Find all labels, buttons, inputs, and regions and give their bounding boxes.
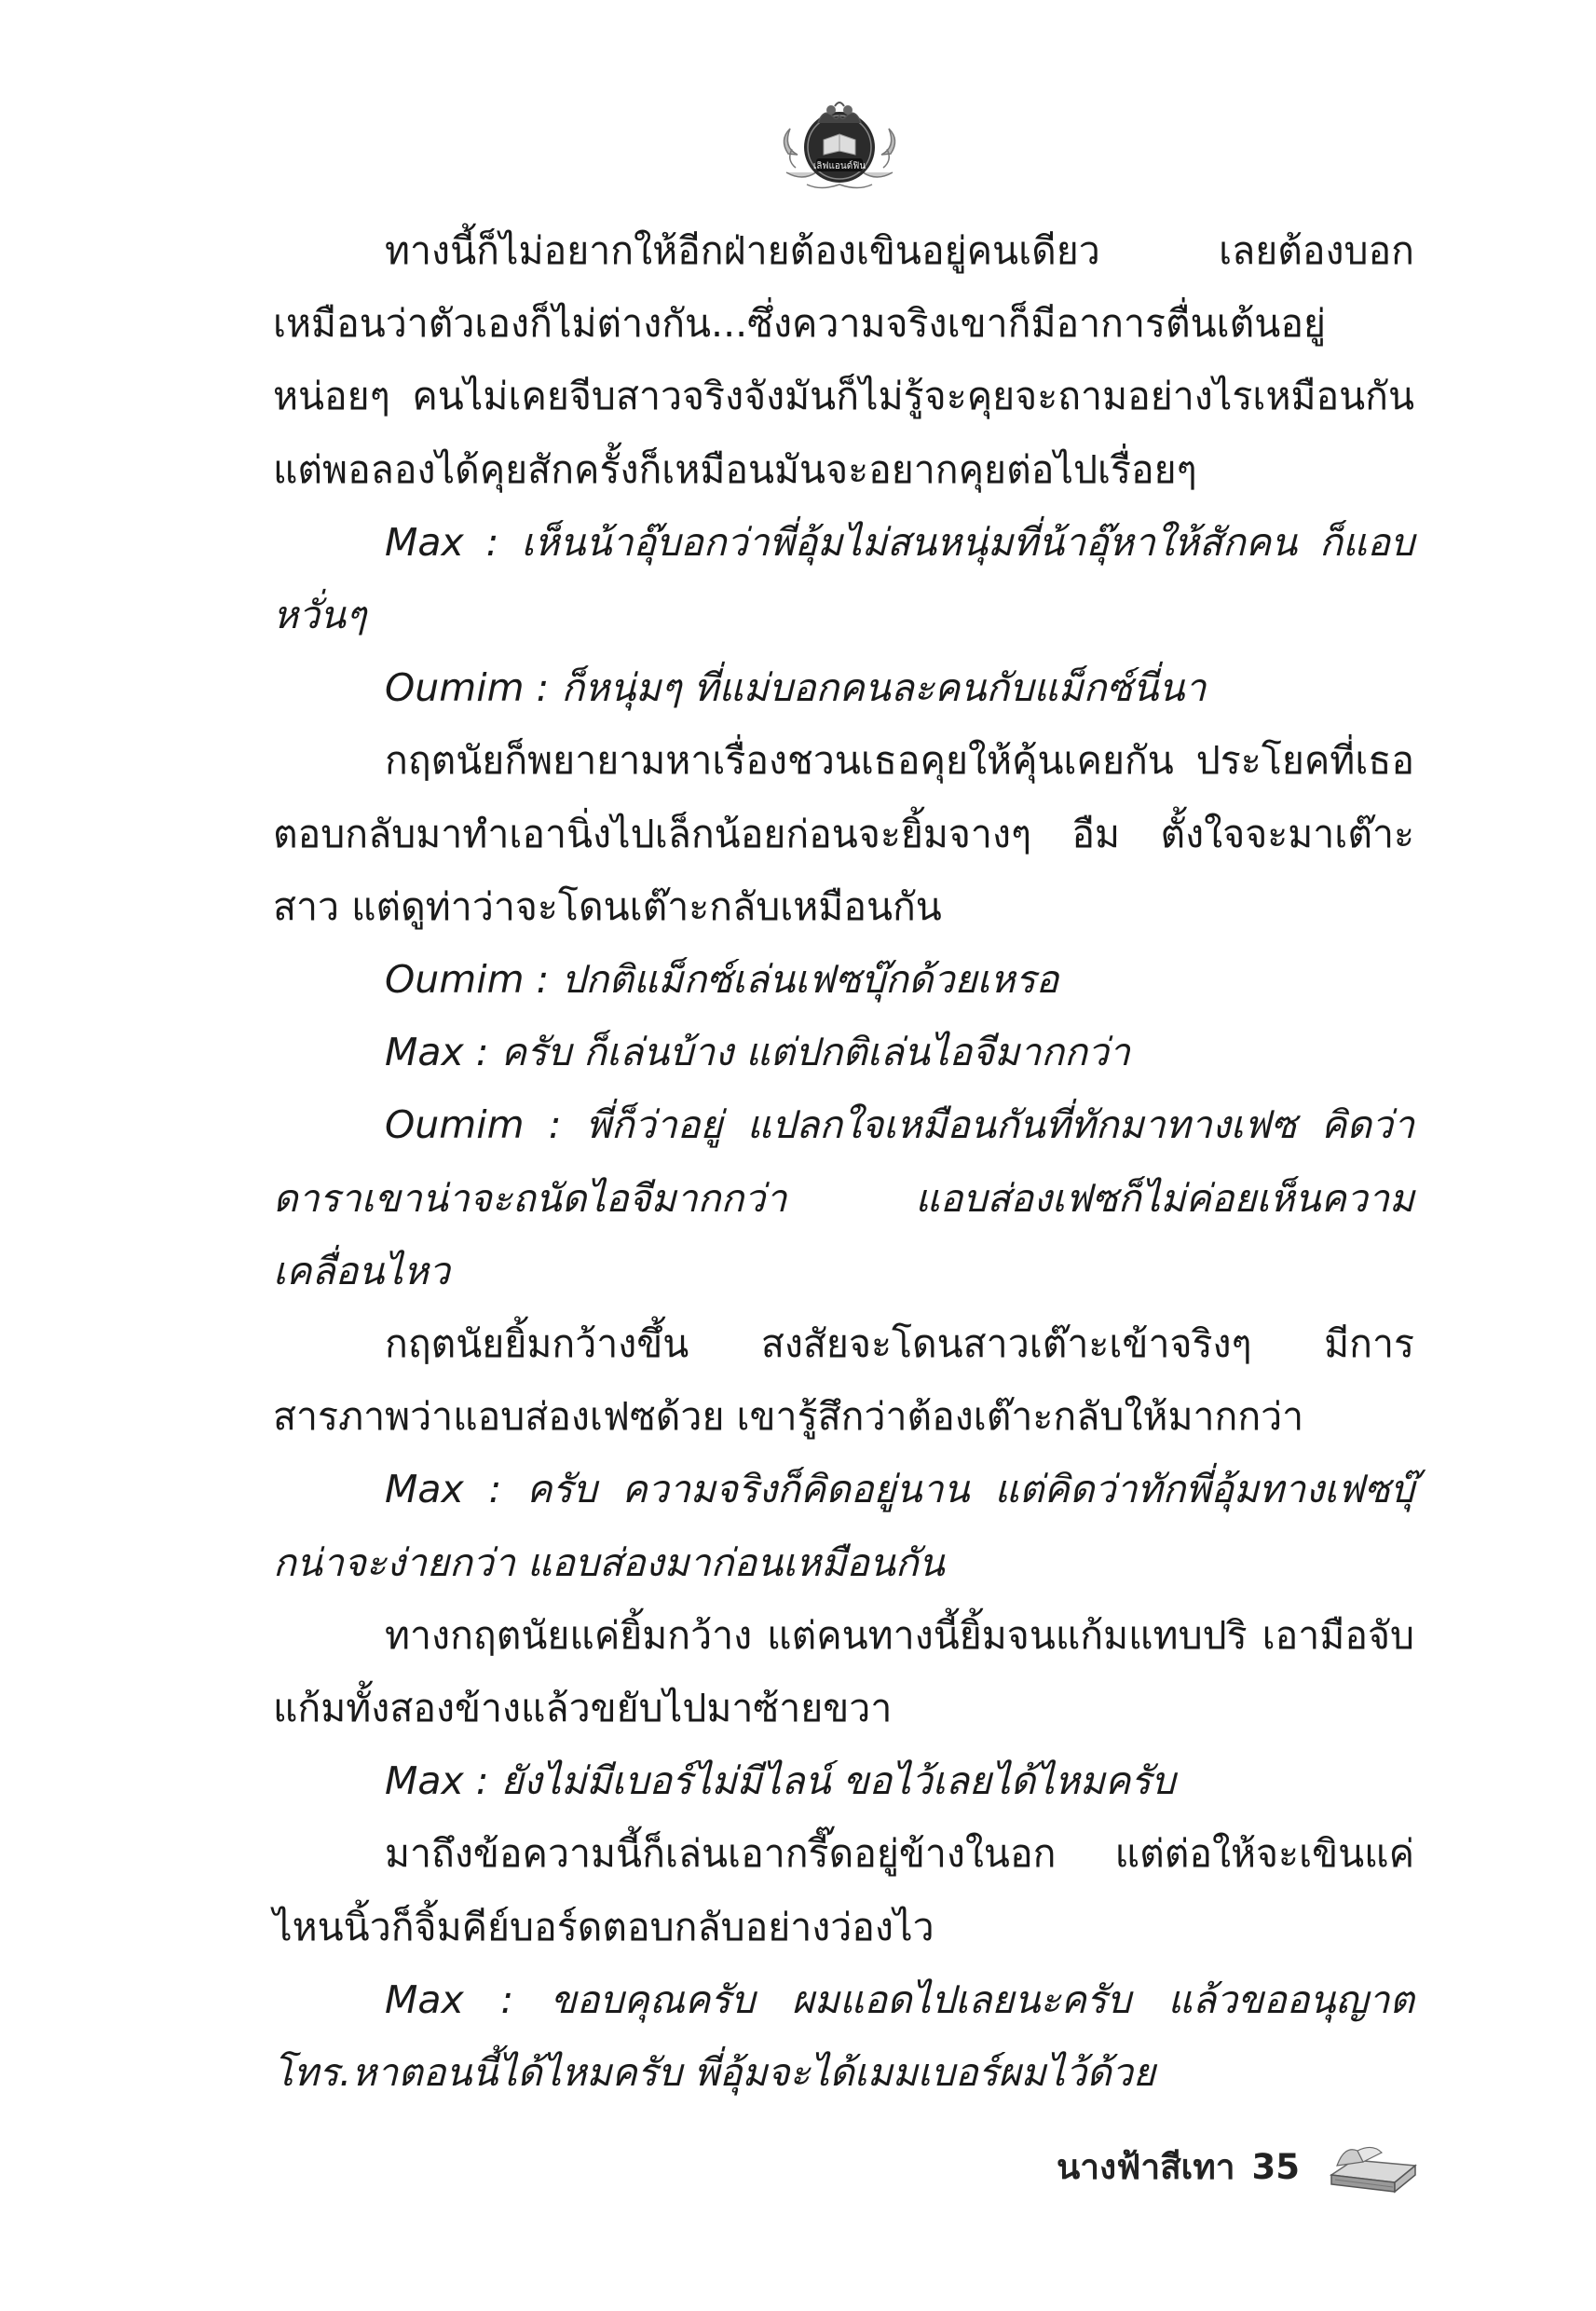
running-title: นางฟ้าสีเทา [1056, 2146, 1235, 2187]
publisher-emblem-icon [770, 65, 909, 205]
chat-message-paragraph: Max : ครับ ก็เล่นบ้าง แต่ปกติเล่นไอจีมากกว่า [385, 1030, 1130, 1075]
narrative-paragraph: มาถึงข้อความนี้ก็เล่นเอากรี๊ดอยู่ข้างในอก แต่ต่อให้จะเขินแค่ไหนนิ้วก็จิ้มคีย์บอร์ดตอบกลับอย่างว่องไว [273, 1831, 1414, 1949]
chapter-body [273, 214, 1414, 2109]
chat-message-paragraph: Oumim : ก็หนุ่มๆ ที่แม่บอกคนละคนกับแม็กซ์นี่นา [385, 665, 1207, 711]
narrative-paragraph: กฤตนัยก็พยายามหาเรื่องชวนเธอคุยให้คุ้นเคยกัน ประโยคที่เธอตอบกลับมาทำเอานิ่งไปเล็กน้อยก่อนจะยิ้มจางๆ อืม ตั้งใจจะมาเต๊าะสาว แต่ดูท่าว่าจะโดนเต๊าะกลับเหมือนกัน [273, 738, 1414, 929]
chat-message-paragraph: Max : ยังไม่มีเบอร์ไม่มีไลน์ ขอไว้เลยได้ไหมครับ [385, 1758, 1176, 1804]
page-number: 35 [1251, 2146, 1300, 2187]
chat-message-paragraph: Max : ครับ ความจริงก็คิดอยู่นาน แต่คิดว่าทักพี่อุ้มทางเฟซบุ๊กน่าจะง่ายกว่า แอบส่องมาก่อนเหมือนกัน [273, 1467, 1414, 1585]
chat-message-paragraph: Max : เห็นน้าอุ๊บอกว่าพี่อุ้มไม่สนหนุ่มที่น้าอุ๊หาให้สักคน ก็แอบหวั่นๆ [273, 519, 1414, 638]
book-stack-icon [1326, 2138, 1419, 2195]
narrative-paragraph: ทางนี้ก็ไม่อยากให้อีกฝ่ายต้องเขินอยู่คนเดียว เลยต้องบอกเหมือนว่าตัวเองก็ไม่ต่างกัน...ซึ่งความจริงเขาก็มีอาการตื่นเต้นอยู่หน่อยๆ คนไม่เคยจีบสาวจริงจังมันก็ไม่รู้จะคุยจะถามอย่างไรเหมือนกันแต่พอลองได้คุยสักครั้งก็เหมือนมันจะอยากคุยต่อไปเรื่อยๆ [273, 228, 1414, 492]
narrative-paragraph: กฤตนัยยิ้มกว้างขึ้น สงสัยจะโดนสาวเต๊าะเข้าจริงๆ มีการสารภาพว่าแอบส่องเฟซด้วย เขารู้สึกว่าต้องเต๊าะกลับให้มากกว่า [273, 1321, 1414, 1440]
logo-text: เลิฟแอนด์ฟิน [812, 161, 866, 171]
chat-message-paragraph: Oumim : ปกติแม็กซ์เล่นเฟซบุ๊กด้วยเหรอ [385, 957, 1059, 1003]
narrative-paragraph: ทางกฤตนัยแค่ยิ้มกว้าง แต่คนทางนี้ยิ้มจนแก้มแทบปริ เอามือจับแก้มทั้งสองข้างแล้วขยับไปมาซ้ายขวา [273, 1612, 1414, 1731]
page-footer [1057, 2134, 1419, 2199]
chat-message-paragraph: Oumim : พี่ก็ว่าอยู่ แปลกใจเหมือนกันที่ทักมาทางเฟซ คิดว่าดาราเขาน่าจะถนัดไอจีมากกว่า แอบส่องเฟซก็ไม่ค่อยเห็นความเคลื่อนไหว [273, 1102, 1414, 1293]
chat-message-paragraph: Max : ขอบคุณครับ ผมแอดไปเลยนะครับ แล้วขออนุญาตโทร.หาตอนนี้ได้ไหมครับ พี่อุ้มจะได้เมมเบอร์ผมไว้ด้วย [273, 1976, 1414, 2096]
